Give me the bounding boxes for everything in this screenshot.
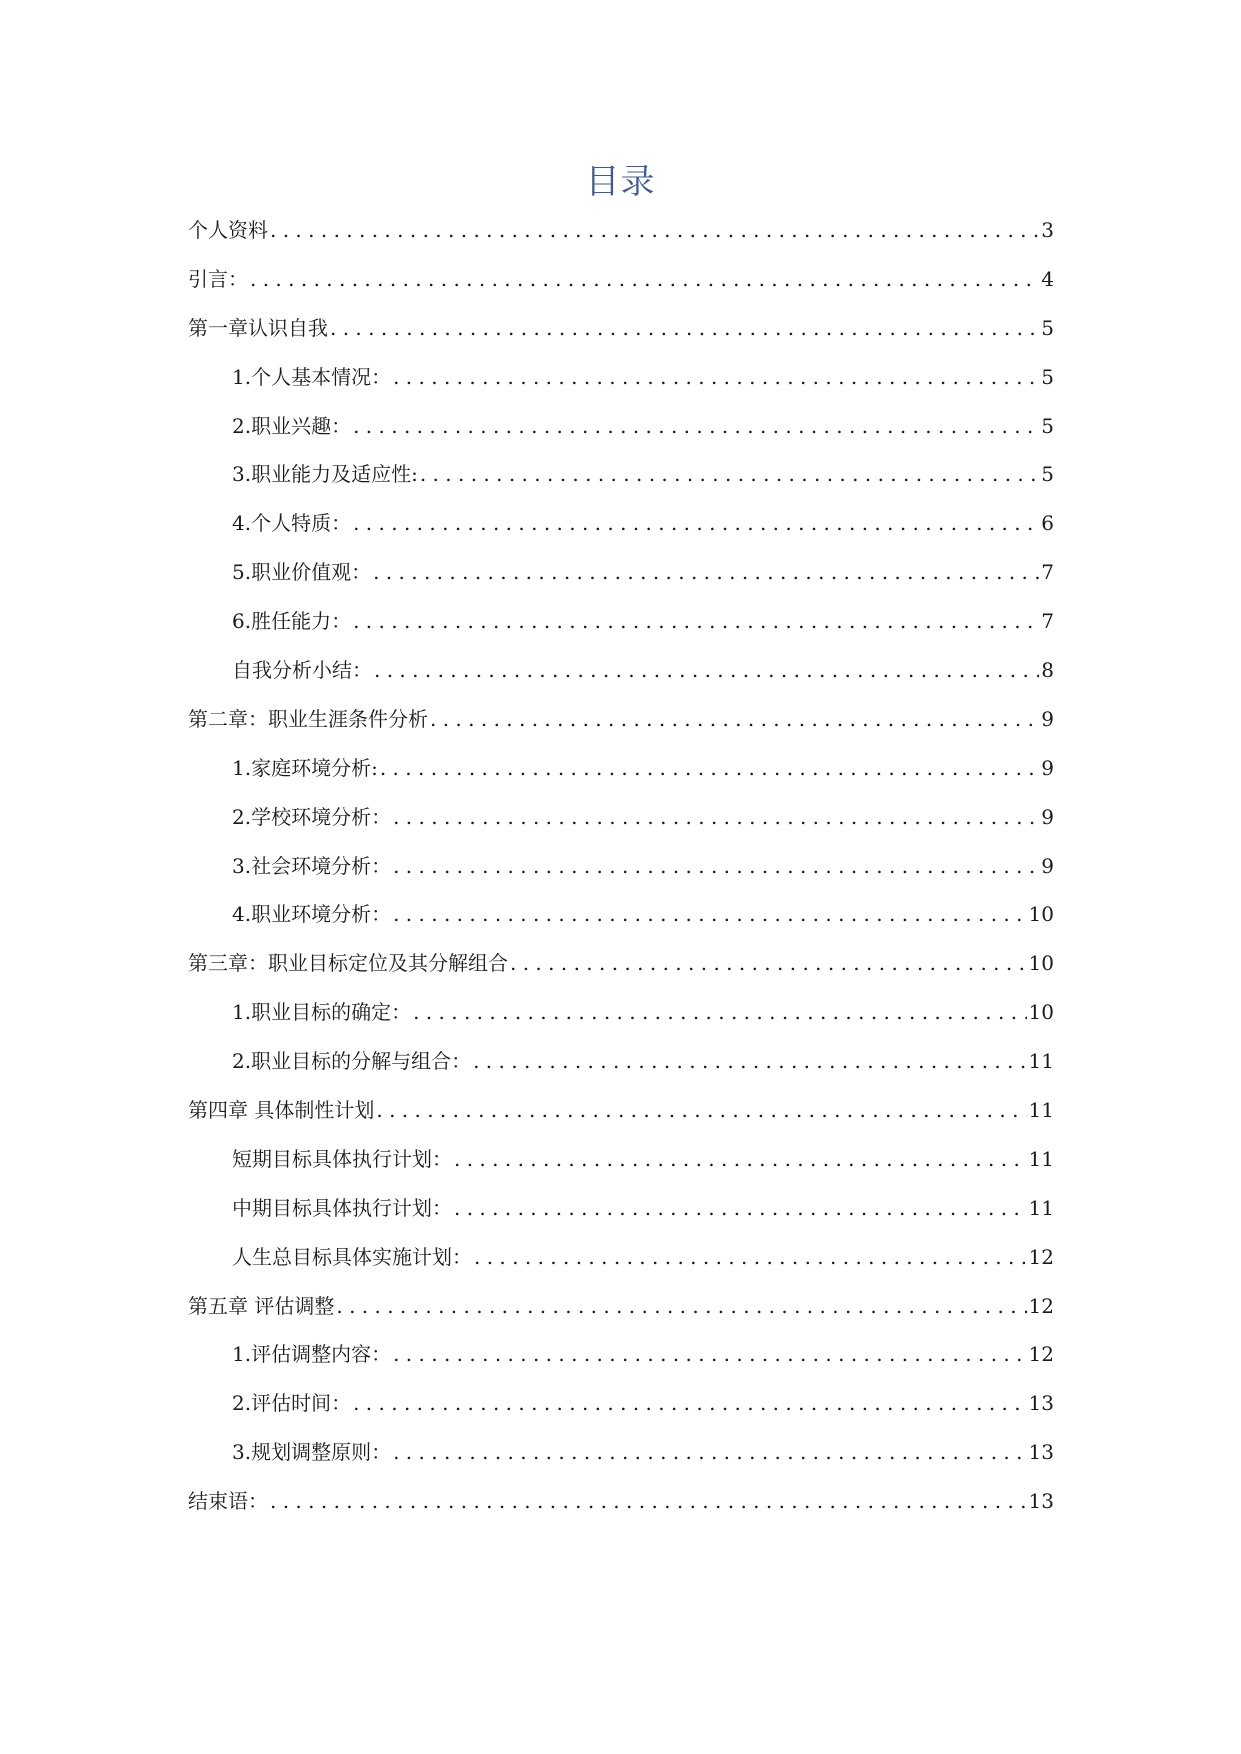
- toc-entry[interactable]: [188, 658, 1054, 707]
- toc-entry[interactable]: [188, 756, 1054, 805]
- toc-dot-leader: [380, 756, 1039, 780]
- toc-entry-label: 3.职业能力及适应性:: [232, 462, 418, 487]
- toc-entry-label: 个人资料: [188, 218, 268, 242]
- toc-dot-leader: [353, 1391, 1026, 1415]
- toc-entry[interactable]: [188, 316, 1054, 365]
- toc-entry-label: 结束语：: [188, 1489, 268, 1514]
- toc-entry[interactable]: [188, 267, 1054, 316]
- toc-entry-page-number: 5: [1041, 413, 1054, 438]
- toc-entry-label: 第一章认识自我: [188, 315, 328, 340]
- toc-entry-page-number: 11: [1028, 1195, 1054, 1220]
- toc-entry-label: 第四章 具体制性计划: [188, 1098, 375, 1123]
- toc-entry[interactable]: [188, 1098, 1054, 1147]
- toc-entry[interactable]: [188, 1440, 1054, 1489]
- toc-dot-leader: [270, 1489, 1027, 1513]
- toc-dot-leader: [420, 462, 1039, 486]
- toc-entry-page-number: 12: [1028, 1342, 1054, 1367]
- toc-entry[interactable]: [188, 854, 1054, 903]
- toc-entry-label: 第五章 评估调整: [188, 1293, 335, 1318]
- toc-title: 目录: [585, 162, 656, 202]
- toc-entry-label: 第二章：职业生涯条件分析: [188, 706, 428, 731]
- toc-entry-label: 引言：: [188, 266, 248, 291]
- toc-dot-leader: [353, 511, 1039, 535]
- toc-entry-label: 3.社会环境分析：: [232, 853, 392, 878]
- toc-entry-label: 短期目标具体执行计划：: [232, 1146, 452, 1171]
- toc-entry[interactable]: [188, 707, 1054, 756]
- toc-entry-page-number: 10: [1028, 1000, 1054, 1025]
- toc-entry[interactable]: [188, 511, 1054, 560]
- toc-entry-label: 人生总目标具体实施计划：: [232, 1244, 472, 1269]
- toc-entry[interactable]: [188, 805, 1054, 854]
- toc-dot-leader: [430, 707, 1039, 731]
- toc-entry[interactable]: [188, 951, 1054, 1000]
- toc-entry[interactable]: [188, 1196, 1054, 1245]
- toc-dot-leader: [510, 951, 1027, 975]
- toc-entry[interactable]: [188, 1049, 1054, 1098]
- toc-entry-page-number: 9: [1041, 853, 1054, 878]
- toc-entry-label: 第三章：职业目标定位及其分解组合: [188, 951, 508, 976]
- toc-entry[interactable]: [188, 1147, 1054, 1196]
- toc-entry-label: 4.职业环境分析：: [232, 902, 392, 927]
- toc-entry-page-number: 8: [1041, 658, 1054, 683]
- toc-entry-page-number: 3: [1041, 218, 1054, 242]
- toc-entry[interactable]: [188, 218, 1054, 267]
- toc-entry[interactable]: [188, 1342, 1054, 1391]
- toc-entry[interactable]: [188, 1245, 1054, 1294]
- toc-entry-page-number: 12: [1028, 1244, 1054, 1269]
- toc-entry-page-number: 9: [1041, 755, 1054, 780]
- toc-dot-leader: [473, 1049, 1026, 1073]
- toc-dot-leader: [413, 1000, 1026, 1024]
- toc-entry-page-number: 13: [1028, 1489, 1054, 1514]
- toc-entry-page-number: 11: [1028, 1049, 1054, 1074]
- toc-dot-leader: [373, 560, 1039, 584]
- toc-entry-page-number: 11: [1028, 1098, 1054, 1123]
- toc-entry-label: 自我分析小结：: [232, 658, 372, 683]
- toc-entry-label: 中期目标具体执行计划：: [232, 1195, 452, 1220]
- toc-entry-label: 2.职业目标的分解与组合：: [232, 1049, 472, 1074]
- toc-dot-leader: [336, 1294, 1026, 1318]
- toc-entry-page-number: 13: [1028, 1391, 1054, 1416]
- toc-entry-label: 3.规划调整原则：: [232, 1440, 392, 1465]
- toc-dot-leader: [393, 854, 1039, 878]
- toc-dot-leader: [330, 316, 1039, 340]
- toc-dot-leader: [353, 414, 1039, 438]
- toc-entry-page-number: 7: [1041, 609, 1054, 634]
- toc-entry-page-number: 6: [1041, 511, 1054, 536]
- toc-entry[interactable]: [188, 1391, 1054, 1440]
- toc-dot-leader: [376, 1098, 1026, 1122]
- toc-entry[interactable]: [188, 560, 1054, 609]
- toc-entry-label: 5.职业价值观：: [232, 560, 372, 585]
- toc-entry[interactable]: [188, 365, 1054, 414]
- toc-entry-label: 1.评估调整内容：: [232, 1342, 392, 1367]
- toc-dot-leader: [454, 1147, 1027, 1171]
- toc-entry-label: 1.个人基本情况：: [232, 364, 392, 389]
- toc-dot-leader: [393, 1440, 1026, 1464]
- toc-entry-page-number: 5: [1041, 315, 1054, 340]
- toc-dot-leader: [393, 1342, 1026, 1366]
- toc-entry-page-number: 10: [1028, 902, 1054, 927]
- toc-dot-leader: [374, 658, 1039, 682]
- toc-entry-page-number: 9: [1041, 804, 1054, 829]
- toc-entry-label: 6.胜任能力：: [232, 609, 352, 634]
- toc-dot-leader: [393, 902, 1026, 926]
- toc-entry-page-number: 11: [1028, 1146, 1054, 1171]
- toc-entry-page-number: 9: [1041, 706, 1054, 731]
- toc-dot-leader: [250, 267, 1039, 291]
- toc-entry-label: 1.家庭环境分析:: [232, 755, 378, 780]
- toc-dot-leader: [454, 1196, 1027, 1220]
- toc-dot-leader: [474, 1245, 1027, 1269]
- toc-entry[interactable]: [188, 1000, 1054, 1049]
- toc-entry-page-number: 4: [1041, 266, 1054, 291]
- toc-dot-leader: [353, 609, 1039, 633]
- toc-entry-page-number: 5: [1041, 462, 1054, 487]
- toc-entry-label: 1.职业目标的确定：: [232, 1000, 412, 1025]
- toc-entry[interactable]: [188, 902, 1054, 951]
- toc-list: [188, 218, 1054, 1538]
- toc-entry-page-number: 13: [1028, 1440, 1054, 1465]
- toc-entry-label: 2.学校环境分析：: [232, 804, 392, 829]
- toc-dot-leader: [393, 365, 1039, 389]
- toc-entry[interactable]: [188, 462, 1054, 511]
- toc-entry-page-number: 10: [1028, 951, 1054, 976]
- toc-entry-label: 2.职业兴趣：: [232, 413, 352, 438]
- toc-entry-page-number: 7: [1041, 560, 1054, 585]
- toc-entry-page-number: 5: [1041, 364, 1054, 389]
- toc-entry[interactable]: [188, 414, 1054, 463]
- toc-dot-leader: [393, 805, 1039, 829]
- toc-entry-label: 4.个人特质：: [232, 511, 352, 536]
- toc-entry-page-number: 12: [1028, 1293, 1054, 1318]
- toc-entry-label: 2.评估时间：: [232, 1391, 352, 1416]
- toc-entry[interactable]: [188, 1294, 1054, 1343]
- toc-entry[interactable]: [188, 1489, 1054, 1538]
- toc-entry[interactable]: [188, 609, 1054, 658]
- toc-dot-leader: [270, 218, 1039, 242]
